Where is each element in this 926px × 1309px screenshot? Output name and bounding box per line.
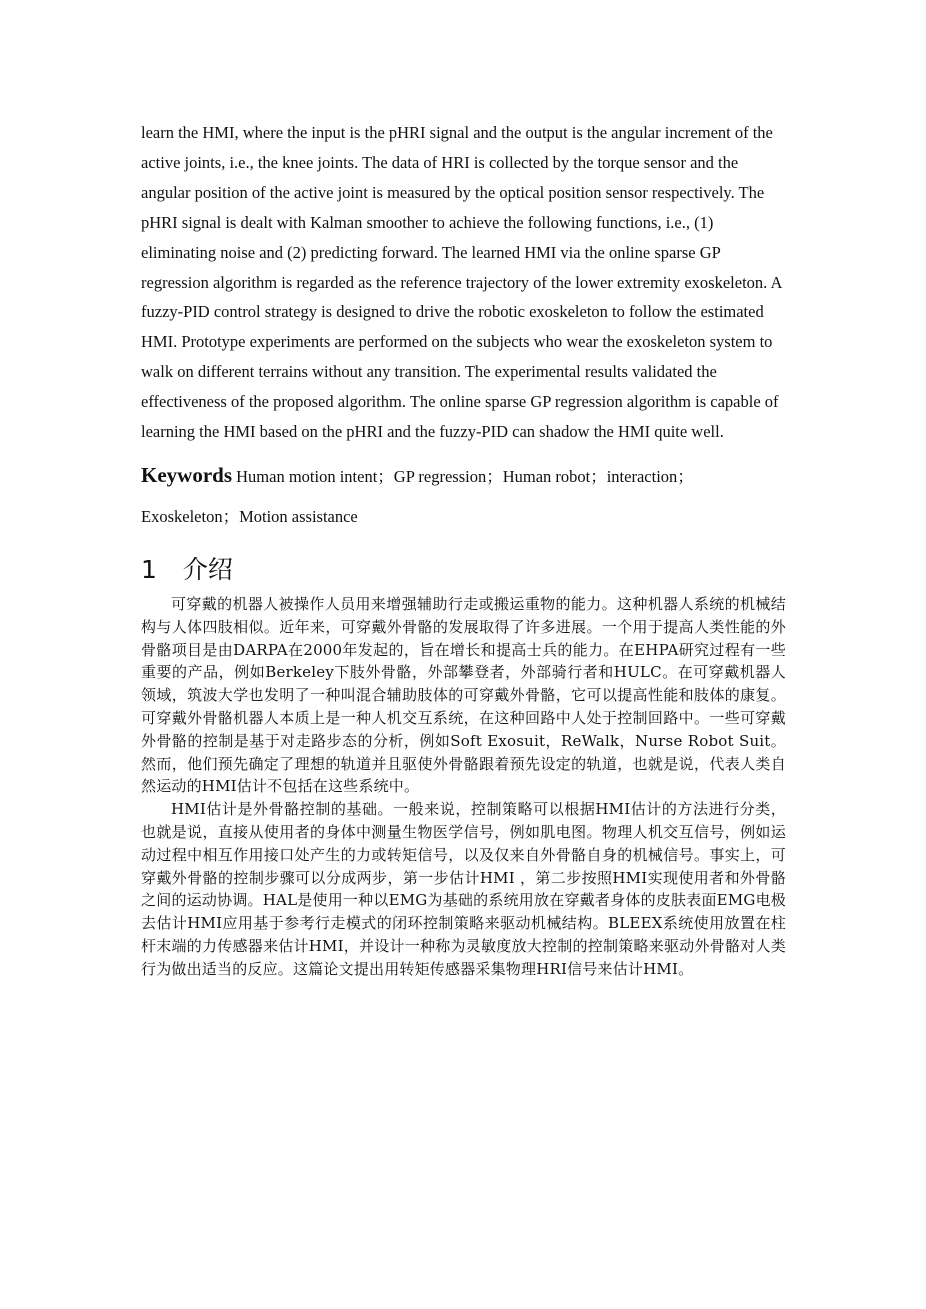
- keywords-line: [141, 455, 786, 537]
- body-paragraph: 可穿戴的机器人被操作人员用来增强辅助行走或搬运重物的能力。这种机器人系统的机械结构与人体四肢相似。近年来，可穿戴外骨骼的发展取得了许多进展。一个用于提高人类性能的外骨骼项目是由DARPA在2000年发起的，旨在增长和提高士兵的能力。在EHPA研究过程有一些重要的产品，例如Berkeley下肢外骨骼，外部攀登者，外部骑行者和HULC。在可穿戴机器人领域，筑波大学也发明了一种叫混合辅助肢体的可穿戴外骨骼，它可以提高性能和肢体的康复。可穿戴外骨骼机器人本质上是一种人机交互系统，在这种回路中人处于控制回路中。一些可穿戴外骨骼的控制是基于对走路步态的分析，例如Soft Exosuit，ReWalk，Nurse Robot Suit。然而，他们预先确定了理想的轨道并且驱使外骨骼跟着预先设定的轨道，也就是说，代表人类自然运动的HMI估计不包括在这些系统中。: [141, 594, 786, 796]
- body-paragraph: HMI估计是外骨骼控制的基础。一般来说，控制策略可以根据HMI估计的方法进行分类，也就是说，直接从使用者的身体中测量生物医学信号，例如肌电图。物理人机交互信号，例如运动过程中相互作用接口处产生的力或转矩信号，以及仅来自外骨骼自身的机械信号。事实上，可穿戴外骨骼的控制步骤可以分成两步，第一步估计HMI ，第二步按照HMI实现使用者和外骨骼之间的运动协调。HAL是使用一种以EMG为基础的系统用放在穿戴者身体的皮肤表面EMG电极去估计HMI应用基于参考行走模式的闭环控制策略来驱动机械结构。BLEEX系统使用放置在柱杆末端的力传感器来估计HMI，并设计一种称为灵敏度放大控制的控制策略来驱动外骨骼对人类行为做出适当的反应。这篇论文提出用转矩传感器采集物理HRI信号来估计HMI。: [141, 800, 786, 978]
- section-heading: [141, 547, 786, 593]
- keywords-label: Keywords: [141, 462, 232, 487]
- section-title: 介绍: [182, 554, 233, 584]
- keywords-text: Human motion intent；GP regression；Human robot；interaction；Exoskeleton；Motion assistance: [141, 466, 694, 526]
- page-content: [141, 118, 786, 981]
- abstract-text: learn the HMI, where the input is the pHRI signal and the output is the angular increment of the active joints, i.e., the knee joints. The data of HRI is collected by the torque sensor and the angular position of the active joint is measured by the optical position sensor respectively. The pHRI signal is dealt with Kalman smoother to achieve the following functions, i.e., (1) eliminating noise and (2) predicting forward. The learned HMI via the online sparse GP regression algorithm is regarded as the reference trajectory of the lower extremity exoskeleton. A fuzzy-PID control strategy is designed to drive the robotic exoskeleton to follow the estimated HMI. Prototype experiments are performed on the subjects who wear the exoskeleton system to walk on different terrains without any transition. The experimental results validated the effectiveness of the proposed algorithm. The online sparse GP regression algorithm is capable of learning the HMI based on the pHRI and the fuzzy-PID can shadow the HMI quite well.: [141, 123, 782, 442]
- section-number: 1: [141, 554, 157, 584]
